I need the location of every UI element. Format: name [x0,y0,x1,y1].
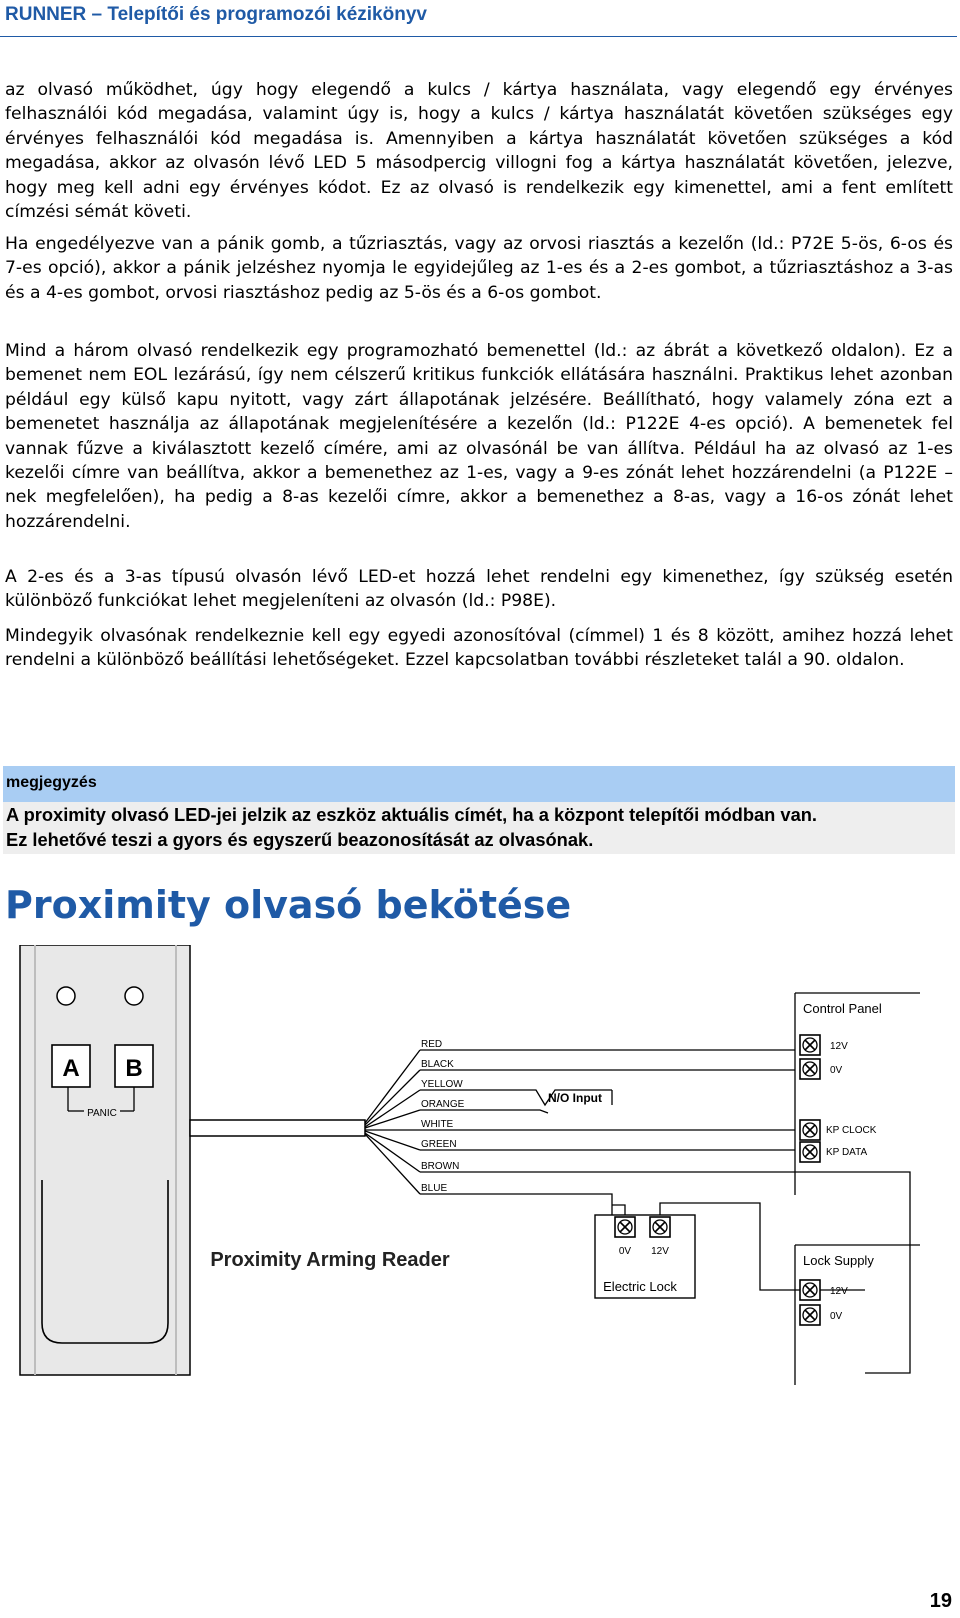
terminal-screw-icon [800,1120,820,1140]
terminal-screw-icon [800,1059,820,1079]
paragraph-programmable-input: Mind a három olvasó rendelkezik egy programozható bemenettel (ld.: az ábrát a következő oldalon). Ez a bemenet nem EOL lezárású, így nem célszerű kritikus funkciók ellátására használni. Praktikus lehet azonban például egy külső kapu nyitott, vagy zárt állapotának jelzésére. Beállítható, hogy valamely zóna ezt a bemenetet használja az állapotának megjelenítésére a kezelőn (ld.: P122E 4-es opció). A bemenetek fel vannak fűzve a kiválasztott kezelő címére, ami az olvasónál be van állítva. Például ha az olvasó az 1-es kezelői címre van beállítva, akkor a bemenethez az 1-es, vagy a 9-es zónát lehet hozzárendelni (a P122E –nek megfelelően), ha pedig a 8-as kezelői címre, akkor a bemenethez a 8-as, vagy a 16-os zónát lehet hozzárendelni. [5,341,953,532]
wire-label: BROWN [421,1161,460,1172]
terminal-label: KP DATA [826,1147,868,1158]
page-number: 19 [929,1590,952,1612]
note-body [3,802,955,854]
paragraph-led-output: A 2-es és a 3-as típusú olvasón lévő LED-et hozzá lehet rendelni egy kimenethez, így szükség esetén különböző funkciókat lehet megjeleníteni az olvasón (ld.: P98E). [5,567,953,612]
terminal-label: 12V [830,1041,848,1052]
control-panel-title: Control Panel [803,1001,882,1016]
terminal-label: 0V [830,1065,843,1076]
terminal-label: 0V [618,1246,632,1257]
note-header [3,766,955,802]
note-label: megjegyzés [6,774,97,791]
wire-label: WHITE [421,1119,454,1130]
wire-label: BLUE [421,1183,448,1194]
panic-label: PANIC [87,1108,117,1119]
reader-cable [190,1120,365,1136]
terminal-screw-icon [650,1217,670,1237]
wire-label: YELLOW [421,1079,463,1090]
reader-led-right [125,987,143,1005]
wire-label: GREEN [421,1139,457,1150]
terminal-screw-icon [800,1280,820,1300]
paragraph-reader-modes: az olvasó működhet, úgy hogy elegendő a kulcs / kártya használata, vagy elegendő egy érvényes felhasználói kód megadása, valamint úgy is, hogy a kulcs / kártya használatát követően szükséges egy érvényes felhasználói kód megadása is. Amennyiben a kártya használatát követően szükséges a kód megadása, akkor az olvasón lévő LED 5 másodpercig villogni fog a kártya használatát követően, jelezve, hogy meg kell adni egy érvényes kódot. Ez az olvasó is rendelkezik egy kimenettel, ami a fent említett címzési sémát követi. [5,80,953,223]
wiring-diagram [0,945,960,1385]
lock-supply-title: Lock Supply [803,1253,874,1268]
note-line: A proximity olvasó LED-jei jelzik az eszköz aktuális címét, ha a központ telepítői módban van. [6,804,818,825]
page-header [0,0,957,37]
terminal-screw-icon [800,1035,820,1055]
wire-fan [365,1050,420,1194]
control-panel [795,993,920,1195]
note-line: Ez lehetővé teszi a gyors és egyszerű beazonosítását az olvasónak. [6,828,594,850]
lock-supply [795,1245,920,1385]
button-b-label: B [125,1055,143,1082]
document-title: RUNNER – Telepítői és programozói kézikönyv [5,4,427,25]
wire-label: BLACK [421,1059,454,1070]
button-a-label: A [62,1055,80,1082]
electric-lock [595,1215,695,1298]
terminal-screw-icon [800,1142,820,1162]
wire-label: ORANGE [421,1099,465,1110]
wire-routes [420,1050,910,1373]
terminal-label: 12V [651,1246,669,1257]
paragraph-panic-keys: Ha engedélyezve van a pánik gomb, a tűzriasztás, vagy az orvosi riasztás a kezelőn (ld.: P72E 5-ös, 6-os és 7-es opció), akkor a pánik jelzéshez nyomja le egyidejűleg az 1-es és a 2-es gombot, a tűzriasztáshoz a 3-as és a 4-es gombot, orvosi riasztáshoz pedig az 5-ös és a 6-os gombot. [5,234,953,303]
electric-lock-title: Electric Lock [603,1279,677,1294]
proximity-reader [20,945,190,1375]
terminal-label: 12V [830,1286,848,1297]
no-input-label: N/O Input [548,1091,602,1105]
terminal-screw-icon [615,1217,635,1237]
terminal-label: KP CLOCK [826,1125,877,1136]
terminal-label: 0V [830,1311,843,1322]
note-text [6,803,817,852]
terminal-screw-icon [800,1305,820,1325]
section-title: Proximity olvasó bekötése [5,883,572,927]
reader-led-left [57,987,75,1005]
reader-label: Proximity Arming Reader [210,1249,450,1271]
wire-label: RED [421,1039,443,1050]
paragraph-reader-address: Mindegyik olvasónak rendelkeznie kell egy egyedi azonosítóval (címmel) 1 és 8 között, amihez hozzá lehet rendelni a különböző beállítási lehetőségeket. Ezzel kapcsolatban további részleteket talál a 90. oldalon. [5,626,953,671]
